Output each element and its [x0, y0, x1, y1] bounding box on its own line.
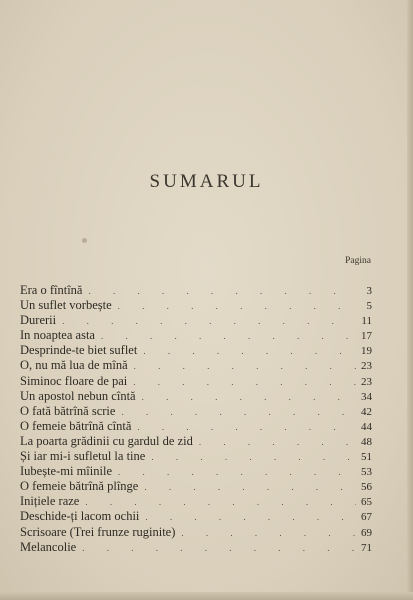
toc-entry-page: 19 [361, 345, 372, 358]
toc-entry-page: 56 [361, 481, 372, 494]
toc-entry-page: 71 [361, 541, 372, 554]
dot-leader [112, 465, 356, 480]
toc-entry [20, 479, 372, 494]
dot-leader [76, 541, 356, 556]
dot-leader [56, 314, 356, 329]
dot-leader [127, 375, 356, 390]
toc-entry-title: O femeie bătrînă plînge [20, 479, 139, 494]
toc-entry-page: 23 [361, 375, 372, 388]
toc-entry-page: 17 [361, 330, 372, 343]
toc-entry-title: Durerii [20, 313, 57, 328]
toc-entry [20, 389, 372, 404]
dot-leader [82, 284, 356, 299]
table-of-contents [20, 283, 372, 555]
toc-entry-title: Siminoc floare de pai [20, 373, 128, 388]
toc-entry-title: O femeie bătrînă cîntă [20, 418, 132, 433]
toc-entry [20, 313, 372, 328]
toc-entry-title: Deschide-ți lacom ochii [20, 509, 140, 524]
dot-leader [138, 480, 356, 495]
page-title: SUMARUL [149, 171, 264, 192]
dot-leader [131, 420, 356, 435]
toc-entry-page: 67 [361, 511, 372, 524]
toc-entry-page: 44 [361, 420, 372, 433]
toc-entry-title: La poarta grădinii cu gardul de zid [20, 433, 193, 448]
toc-entry [20, 464, 372, 479]
toc-entry-page: 53 [361, 466, 372, 479]
dot-leader [136, 390, 356, 405]
toc-entry-page: 3 [366, 285, 372, 297]
toc-entry [20, 298, 372, 313]
dot-leader [115, 405, 356, 420]
toc-entry-title: Un suflet vorbește [20, 298, 112, 313]
toc-entry [20, 358, 372, 373]
toc-entry [20, 343, 372, 358]
dot-leader [137, 344, 356, 359]
toc-entry [20, 283, 372, 298]
toc-entry-page: 51 [361, 451, 372, 464]
dot-leader [193, 435, 356, 450]
toc-entry [20, 449, 372, 464]
toc-entry [20, 540, 372, 555]
dot-leader [95, 329, 356, 344]
toc-entry-title: Desprinde-te biet suflet [20, 343, 138, 358]
toc-entry-page: 11 [361, 315, 372, 328]
toc-entry [20, 494, 372, 509]
toc-entry-title: Un apostol nebun cîntă [20, 388, 136, 403]
toc-entry-page: 5 [366, 300, 372, 313]
page-edge-right [407, 0, 413, 600]
dot-leader [128, 359, 356, 374]
toc-entry [20, 434, 372, 449]
toc-entry-title: Era o fîntînă [20, 283, 83, 297]
toc-entry [20, 525, 372, 540]
toc-entry [20, 404, 372, 419]
dot-leader [145, 450, 356, 465]
toc-entry [20, 419, 372, 434]
toc-entry-title: O fată bătrînă scrie [20, 403, 116, 418]
toc-entry-page: 34 [361, 390, 372, 403]
dot-leader [175, 526, 356, 541]
toc-entry-page: 69 [361, 526, 372, 539]
toc-entry-title: Scrisoare (Trei frunze ruginite) [20, 524, 176, 539]
dot-leader [139, 510, 356, 525]
toc-entry [20, 374, 372, 389]
toc-entry-title: In noaptea asta [20, 328, 95, 343]
dot-leader [79, 495, 356, 510]
toc-entry-page: 48 [361, 435, 372, 448]
dot-leader [112, 299, 356, 314]
page-column-header: Pagina [345, 256, 371, 266]
toc-entry-title: Și iar mi-i sufletul la tine [20, 449, 146, 464]
toc-entry-title: Iubește-mi mîinile [20, 464, 112, 479]
toc-entry [20, 509, 372, 524]
page-edge-bottom [0, 592, 413, 600]
ink-smudge [82, 238, 87, 243]
toc-entry-page: 23 [361, 360, 372, 373]
toc-entry-page: 65 [361, 496, 372, 509]
toc-entry-page: 42 [361, 405, 372, 418]
toc-entry [20, 328, 372, 343]
toc-entry-title: O, nu mă lua de mînă [20, 358, 128, 373]
toc-entry-title: Melancolie [20, 539, 77, 554]
toc-entry-title: Inițiele raze [20, 494, 80, 509]
